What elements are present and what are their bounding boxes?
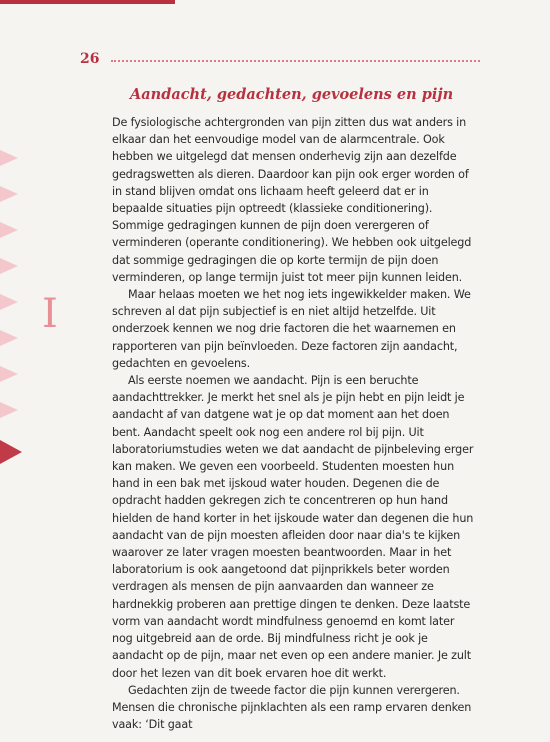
edge-tab [0,330,18,346]
paragraph: De fysiologische achtergronden van pijn zitten dus wat anders in elkaar dan het eenvoudige model van de alarmcentrale. Ook hebben we uitgelegd dat mensen onderhevig zijn aan dezelfde gedragswetten als dieren. Daardoor kan pijn ook erger worden of in stand blijven omdat ons lichaam heeft geleerd dat er in bepaalde situaties pijn optreedt (klassieke conditionering). Sommige gedragingen kunnen de pijn doen verergeren of verminderen (operante conditionering). We hebben ook uitgelegd dat sommige gedragingen die op korte termijn de pijn doen verminderen, op lange termijn juist tot meer pijn kunnen leiden. [112,116,472,284]
top-accent-bar [0,0,175,4]
body-text [112,114,478,733]
edge-tab-active [0,440,22,464]
edge-tab [0,294,18,310]
header-dotted-rule [111,60,480,62]
edge-tab [0,366,18,382]
edge-tab [0,186,18,202]
edge-tab [0,402,18,418]
page-number: 26 [80,51,100,67]
paragraph: Als eerste noemen we aandacht. Pijn is een beruchte aandachttrekker. Je merkt het snel als je pijn hebt en pijn leidt je aandacht af van datgene wat je op dat moment aan het doen bent. Aandacht speelt ook nog een andere rol bij pijn. Uit laboratoriumstudies weten we dat aandacht de pijnbeleving erger kan maken. We geven een voorbeeld. Studenten moesten hun hand in een bak met ijskoud water houden. Degenen die de opdracht hadden gekregen zich te concentreren op hun hand hielden de hand korter in het ijskoude water dan degenen die hun aandacht van de pijn moesten afleiden door naar dia's te kijken waarover ze later vragen moesten beantwoorden. Maar in het laboratorium is ook aangetoond dat pijnprikkels beter worden verdragen als mensen de pijn aanvaarden dan wanneer ze hardnekkig proberen aan prettige dingen te denken. Deze laatste vorm van aandacht wordt mindfulness genoemd en komt later nog uitgebreid aan de orde. Bij mindfulness richt je ook je aandacht op de pijn, maar net even op een andere manier. Je zult door het lezen van dit boek ervaren hoe dit werkt. [112,374,474,680]
paragraph: Gedachten zijn de tweede factor die pijn kunnen verergeren. Mensen die chronische pijnklachten als een ramp ervaren denken vaak: ‘Dit gaat [112,683,472,732]
edge-tab [0,258,18,274]
paragraph: Maar helaas moeten we het nog iets ingewikkelder maken. We schreven al dat pijn subjectief is en niet altijd hetzelfde. Uit onderzoek kennen we nog drie factoren die het waarnemen en rapporteren van pijn beïnvloeden. Deze factoren zijn aandacht, gedachten en gevoelens. [112,288,471,370]
chapter-edge-tabs [0,150,22,470]
edge-tab [0,150,18,166]
edge-tab [0,222,18,238]
section-title: Aandacht, gedachten, gevoelens en pijn [130,86,454,103]
chapter-marker: I [42,291,58,337]
page-header [80,50,480,68]
